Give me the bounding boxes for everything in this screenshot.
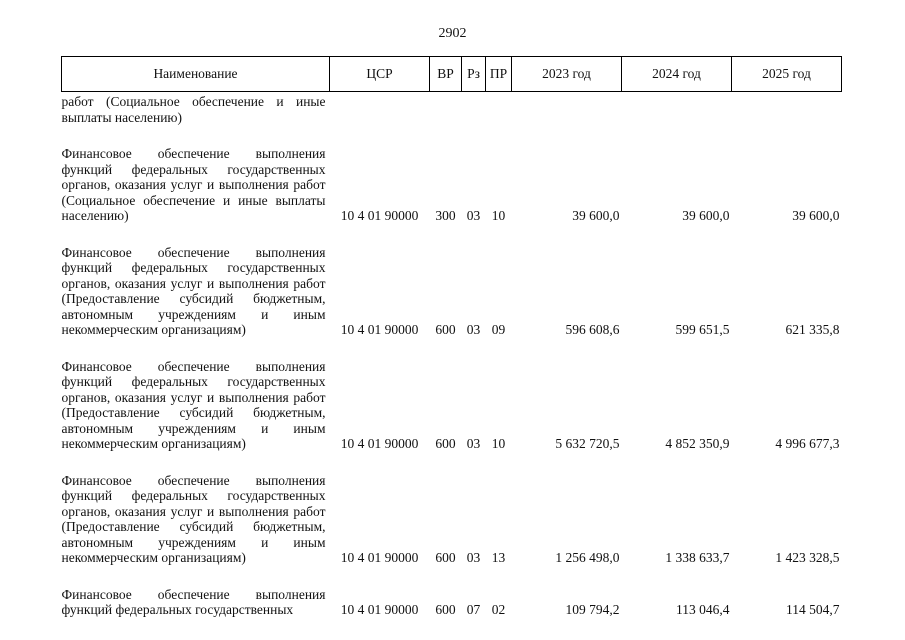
row-2025: 39 600,0: [792, 208, 840, 223]
row-name: Финансовое обеспечение выполнения функций федеральных государственных органов, оказания услуг и выполнения работ (Предоставление субсидий бюджетным, автономным учреждениям и иным некоммерческим организациям): [61, 244, 326, 337]
header-csr: ЦСР: [330, 57, 430, 92]
row-2023: 109 794,2: [565, 602, 620, 617]
row-csr: 10 4 01 90000: [340, 602, 419, 617]
budget-table-container: [61, 56, 841, 618]
row-2023: 596 608,6: [565, 322, 620, 337]
page-number: 2902: [438, 26, 467, 41]
row-vr: 600: [435, 322, 456, 337]
row-rz: 03: [466, 208, 481, 223]
budget-table: [61, 56, 842, 618]
row-2025: [732, 92, 842, 126]
table-row: [62, 92, 842, 126]
row-name: Финансовое обеспечение выполнения функций федеральных государственных: [61, 586, 326, 617]
row-name: Финансовое обеспечение выполнения функций федеральных государственных органов, оказания услуг и выполнения работ (Социальное обеспечение и иные выплаты населению): [61, 146, 326, 223]
table-row: [62, 244, 842, 338]
row-vr: 600: [435, 436, 456, 451]
row-csr: 10 4 01 90000: [340, 436, 419, 451]
row-pr: 02: [491, 602, 506, 617]
table-row: [62, 586, 842, 618]
row-pr: 10: [491, 208, 506, 223]
row-csr: 10 4 01 90000: [340, 550, 419, 565]
row-csr: 10 4 01 90000: [340, 322, 419, 337]
table-row: [62, 145, 842, 224]
row-2025: 621 335,8: [785, 322, 840, 337]
row-2025: 4 996 677,3: [775, 436, 840, 451]
row-spacer: [62, 338, 842, 358]
row-vr: 600: [435, 602, 456, 617]
row-name: Финансовое обеспечение выполнения функций федеральных государственных органов, оказания услуг и выполнения работ (Предоставление субсидий бюджетным, автономным учреждениям и иным некоммерческим организациям): [61, 472, 326, 565]
row-2023: 5 632 720,5: [555, 436, 620, 451]
row-csr: [330, 92, 430, 126]
header-2025: 2025 год: [732, 57, 842, 92]
row-rz: [462, 92, 486, 126]
row-rz: 03: [466, 550, 481, 565]
header-2024: 2024 год: [622, 57, 732, 92]
header-name: Наименование: [62, 57, 330, 92]
table-row: [62, 358, 842, 452]
row-pr: 10: [491, 436, 506, 451]
row-2024: 113 046,4: [676, 602, 730, 617]
row-vr: [430, 92, 462, 126]
row-vr: 300: [435, 208, 456, 223]
row-2025: 1 423 328,5: [775, 550, 840, 565]
header-vr: ВР: [430, 57, 462, 92]
row-rz: 07: [466, 602, 481, 617]
header-pr: ПР: [486, 57, 512, 92]
table-header-row: [62, 57, 842, 92]
row-csr: 10 4 01 90000: [340, 208, 419, 223]
row-pr: 09: [491, 322, 506, 337]
row-2025: 114 504,7: [786, 602, 840, 617]
row-spacer: [62, 566, 842, 586]
row-2024: [622, 92, 732, 126]
row-pr: 13: [491, 550, 506, 565]
header-2023: 2023 год: [512, 57, 622, 92]
row-rz: 03: [466, 322, 481, 337]
row-rz: 03: [466, 436, 481, 451]
row-name: работ (Социальное обеспечение и иные выплаты населению): [61, 94, 326, 125]
row-2023: 1 256 498,0: [555, 550, 620, 565]
row-spacer: [62, 452, 842, 472]
row-2024: 4 852 350,9: [665, 436, 730, 451]
row-2023: 39 600,0: [572, 208, 620, 223]
row-pr: [486, 92, 512, 126]
row-2024: 39 600,0: [682, 208, 730, 223]
row-2024: 1 338 633,7: [665, 550, 730, 565]
row-2023: [512, 92, 622, 126]
row-name: Финансовое обеспечение выполнения функций федеральных государственных органов, оказания услуг и выполнения работ (Предоставление субсидий бюджетным, автономным учреждениям и иным некоммерческим организациям): [61, 358, 326, 451]
row-vr: 600: [435, 550, 456, 565]
row-spacer: [62, 224, 842, 244]
row-spacer: [62, 125, 842, 145]
header-rz: Рз: [462, 57, 486, 92]
row-2024: 599 651,5: [675, 322, 730, 337]
table-row: [62, 472, 842, 566]
